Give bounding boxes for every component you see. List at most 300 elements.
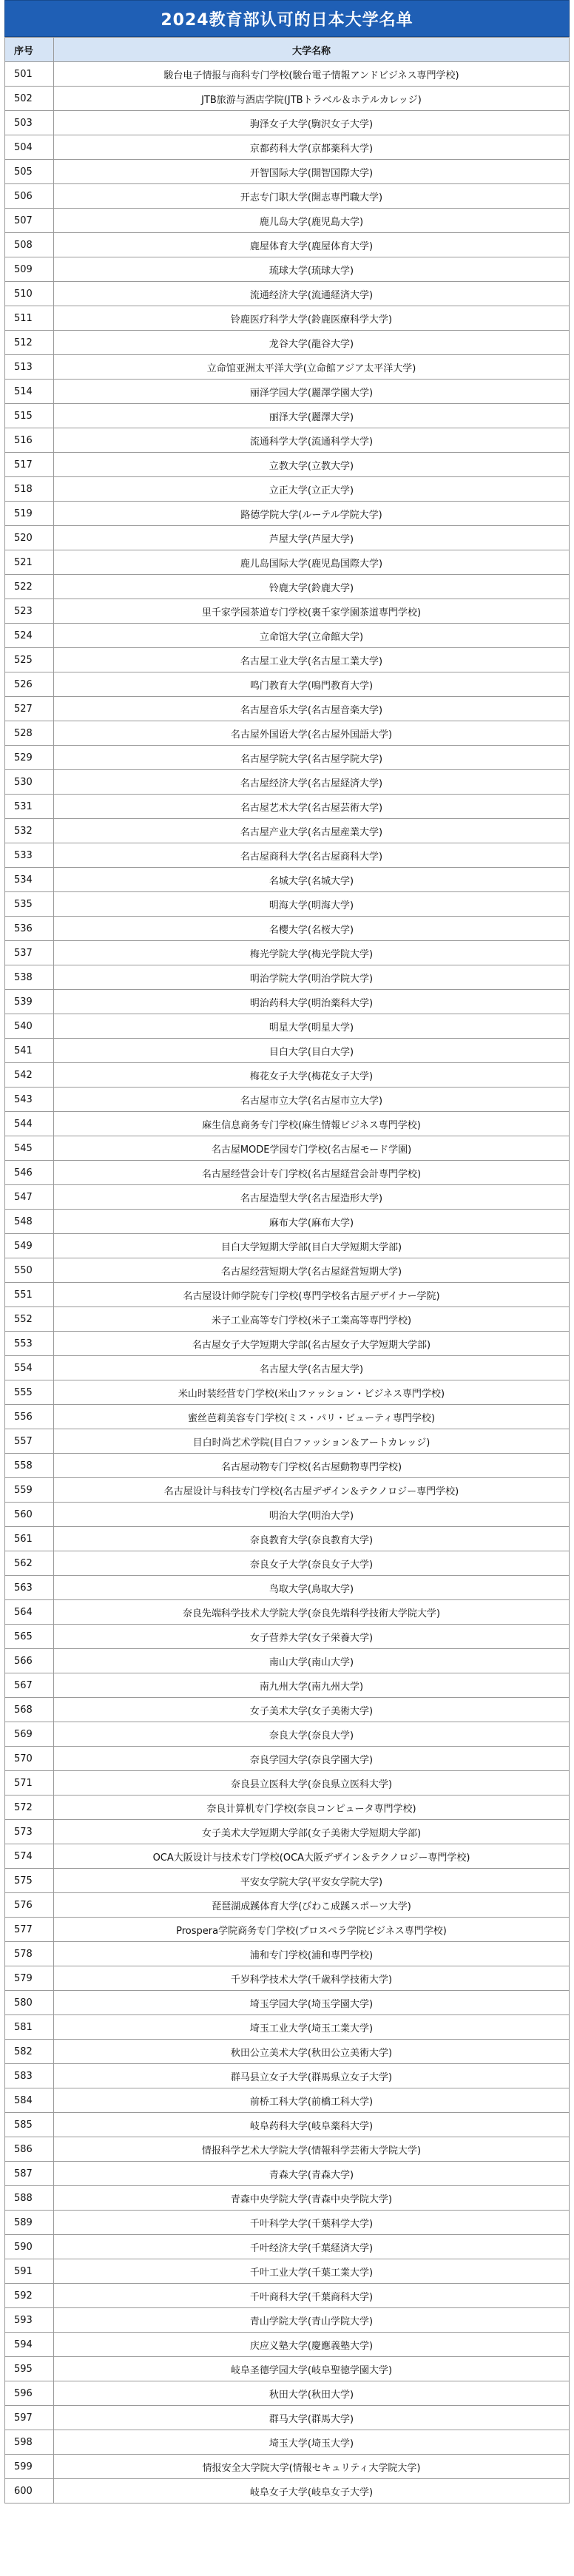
row-number: 535 (5, 892, 54, 917)
row-number: 577 (5, 1918, 54, 1942)
row-number: 514 (5, 380, 54, 404)
table-row (5, 1185, 570, 1210)
university-name: 奈良大学(奈良大学) (54, 1722, 570, 1747)
page-title: 2024教育部认可的日本大学名单 (4, 0, 570, 37)
table-row (5, 1405, 570, 1429)
table-row (5, 1966, 570, 1991)
university-name: 庆应义塾大学(慶應義塾大学) (54, 2333, 570, 2357)
university-name: 奈良学园大学(奈良学園大学) (54, 1747, 570, 1771)
university-name: 秋田大学(秋田大学) (54, 2381, 570, 2406)
table-row (5, 1918, 570, 1942)
university-name: 梅花女子大学(梅花女子大学) (54, 1063, 570, 1088)
university-name: 奈良先端科学技术大学院大学(奈良先端科学技術大学院大学) (54, 1600, 570, 1625)
table-row (5, 1210, 570, 1234)
row-number: 506 (5, 184, 54, 209)
table-row (5, 2137, 570, 2162)
table-row (5, 1454, 570, 1478)
university-name: 梅光学院大学(梅光学院大学) (54, 941, 570, 965)
table-row (5, 599, 570, 624)
table-row (5, 111, 570, 135)
row-number: 570 (5, 1747, 54, 1771)
table-row (5, 1112, 570, 1136)
row-number: 534 (5, 868, 54, 892)
university-name: 麻布大学(麻布大学) (54, 1210, 570, 1234)
row-number: 554 (5, 1356, 54, 1380)
university-name: 米子工业高等专门学校(米子工業高等専門学校) (54, 1307, 570, 1332)
row-number: 516 (5, 428, 54, 453)
university-name: 名古屋造型大学(名古屋造形大学) (54, 1185, 570, 1210)
row-number: 509 (5, 257, 54, 282)
table-row (5, 1039, 570, 1063)
university-name: 名古屋学院大学(名古屋学院大学) (54, 746, 570, 770)
university-name: 千岁科学技术大学(千歳科学技術大学) (54, 1966, 570, 1991)
table-row (5, 404, 570, 428)
table-row (5, 2162, 570, 2186)
row-number: 565 (5, 1625, 54, 1649)
row-number: 559 (5, 1478, 54, 1503)
university-name: 琉球大学(琉球大学) (54, 257, 570, 282)
table-row (5, 550, 570, 575)
table-row (5, 770, 570, 795)
row-number: 569 (5, 1722, 54, 1747)
university-name: 琵琶湖成蹊体育大学(びわこ成蹊スポーツ大学) (54, 1893, 570, 1918)
table-row (5, 1698, 570, 1722)
table-row (5, 1063, 570, 1088)
university-name: 千叶工业大学(千葉工業大学) (54, 2259, 570, 2284)
row-number: 568 (5, 1698, 54, 1722)
row-number: 587 (5, 2162, 54, 2186)
table-row (5, 1673, 570, 1698)
table-row (5, 1796, 570, 1820)
row-number: 507 (5, 209, 54, 233)
row-number: 590 (5, 2235, 54, 2259)
table-row (5, 160, 570, 184)
row-number: 513 (5, 355, 54, 380)
university-name: 名城大学(名城大学) (54, 868, 570, 892)
university-name: 鸟取大学(鳥取大学) (54, 1576, 570, 1600)
table-row (5, 2211, 570, 2235)
row-number: 598 (5, 2430, 54, 2455)
table-row (5, 1307, 570, 1332)
row-number: 596 (5, 2381, 54, 2406)
university-name: 里千家学园茶道专门学校(裏千家学園茶道専門学校) (54, 599, 570, 624)
row-number: 592 (5, 2284, 54, 2308)
row-number: 579 (5, 1966, 54, 1991)
table-row (5, 428, 570, 453)
university-name: 开智国际大学(開智国際大学) (54, 160, 570, 184)
row-number: 566 (5, 1649, 54, 1673)
university-name: 情报安全大学院大学(情報セキュリティ大学院大学) (54, 2455, 570, 2479)
university-name: OCA大阪设计与技术专门学校(OCA大阪デザイン＆テクノロジー専門学校) (54, 1844, 570, 1869)
table-row (5, 2113, 570, 2137)
university-name: 女子美术大学(女子美術大学) (54, 1698, 570, 1722)
row-number: 542 (5, 1063, 54, 1088)
table-row (5, 721, 570, 746)
university-name: 名古屋经济大学(名古屋経済大学) (54, 770, 570, 795)
table-row (5, 892, 570, 917)
row-number: 501 (5, 62, 54, 87)
university-name: 立教大学(立教大学) (54, 453, 570, 477)
university-name: 岐阜药科大学(岐阜薬科大学) (54, 2113, 570, 2137)
table-row (5, 575, 570, 599)
table-row (5, 648, 570, 672)
table-row (5, 526, 570, 550)
table-row (5, 1258, 570, 1283)
row-number: 526 (5, 672, 54, 697)
university-name: 女子营养大学(女子栄養大学) (54, 1625, 570, 1649)
row-number: 524 (5, 624, 54, 648)
table-row (5, 2040, 570, 2064)
row-number: 586 (5, 2137, 54, 2162)
table-body (5, 62, 570, 2503)
row-number: 549 (5, 1234, 54, 1258)
table-row (5, 917, 570, 941)
university-name: 名古屋设计师学院专门学校(専門学校名古屋デザイナー学院) (54, 1283, 570, 1307)
table-row (5, 2430, 570, 2455)
row-number: 505 (5, 160, 54, 184)
row-number: 591 (5, 2259, 54, 2284)
university-name: 路德学院大学(ルーテル学院大学) (54, 502, 570, 526)
table-row (5, 2333, 570, 2357)
table-row (5, 1161, 570, 1185)
table-row (5, 1283, 570, 1307)
table-row (5, 697, 570, 721)
university-name: 名古屋经营短期大学(名古屋経営短期大学) (54, 1258, 570, 1283)
row-number: 537 (5, 941, 54, 965)
table-row (5, 331, 570, 355)
university-name: 明海大学(明海大学) (54, 892, 570, 917)
university-name: 名古屋外国语大学(名古屋外国語大学) (54, 721, 570, 746)
table-row (5, 2381, 570, 2406)
row-number: 595 (5, 2357, 54, 2381)
row-number: 504 (5, 135, 54, 160)
university-name: JTB旅游与酒店学院(JTBトラベル＆ホテルカレッジ) (54, 87, 570, 111)
table-row (5, 2284, 570, 2308)
table-row (5, 1747, 570, 1771)
table-row (5, 2479, 570, 2503)
table-row (5, 1356, 570, 1380)
university-name: 前桥工科大学(前橋工科大学) (54, 2088, 570, 2113)
table-row (5, 1771, 570, 1796)
table-row (5, 2015, 570, 2040)
row-number: 600 (5, 2479, 54, 2503)
table-row (5, 1893, 570, 1918)
university-name: 奈良县立医科大学(奈良県立医科大学) (54, 1771, 570, 1796)
row-number: 584 (5, 2088, 54, 2113)
university-name: 铃鹿医疗科学大学(鈴鹿医療科学大学) (54, 306, 570, 331)
row-number: 548 (5, 1210, 54, 1234)
table-row (5, 965, 570, 990)
table-row (5, 1844, 570, 1869)
university-name: 埼玉学园大学(埼玉学園大学) (54, 1991, 570, 2015)
row-number: 550 (5, 1258, 54, 1283)
table-row (5, 1991, 570, 2015)
university-name: 名古屋产业大学(名古屋産業大学) (54, 819, 570, 843)
table-row (5, 453, 570, 477)
row-number: 588 (5, 2186, 54, 2211)
table-row (5, 1380, 570, 1405)
table-row (5, 746, 570, 770)
university-name: 名古屋艺术大学(名古屋芸術大学) (54, 795, 570, 819)
university-name: 芦屋大学(芦屋大学) (54, 526, 570, 550)
university-name: 驹泽女子大学(駒沢女子大学) (54, 111, 570, 135)
table-row (5, 819, 570, 843)
row-number: 502 (5, 87, 54, 111)
row-number: 510 (5, 282, 54, 306)
table-row (5, 1234, 570, 1258)
university-name: 群马大学(群馬大学) (54, 2406, 570, 2430)
university-name: 千叶商科大学(千葉商科大学) (54, 2284, 570, 2308)
table-row (5, 502, 570, 526)
university-name: 蜜丝芭莉美容专门学校(ミス・パリ・ビューティ専門学校) (54, 1405, 570, 1429)
university-name: 情报科学艺术大学院大学(情報科学芸術大学院大学) (54, 2137, 570, 2162)
university-name: 明治学院大学(明治学院大学) (54, 965, 570, 990)
row-number: 511 (5, 306, 54, 331)
university-name: 麻生信息商务专门学校(麻生情報ビジネス専門学校) (54, 1112, 570, 1136)
row-number: 543 (5, 1088, 54, 1112)
table-row (5, 1527, 570, 1551)
row-number: 551 (5, 1283, 54, 1307)
table-row (5, 990, 570, 1014)
row-number: 562 (5, 1551, 54, 1576)
row-number: 523 (5, 599, 54, 624)
university-name: 群马县立女子大学(群馬県立女子大学) (54, 2064, 570, 2088)
university-name: 南九州大学(南九州大学) (54, 1673, 570, 1698)
university-name: 名古屋经营会计专门学校(名古屋経営会計専門学校) (54, 1161, 570, 1185)
university-name: 平安女学院大学(平安女学院大学) (54, 1869, 570, 1893)
university-name: 明星大学(明星大学) (54, 1014, 570, 1039)
table-row (5, 62, 570, 87)
table-row (5, 941, 570, 965)
row-number: 532 (5, 819, 54, 843)
university-name: 埼玉大学(埼玉大学) (54, 2430, 570, 2455)
table-row (5, 233, 570, 257)
university-name: 名古屋工业大学(名古屋工業大学) (54, 648, 570, 672)
row-number: 557 (5, 1429, 54, 1454)
row-number: 583 (5, 2064, 54, 2088)
table-row (5, 1649, 570, 1673)
university-name: 岐阜圣德学园大学(岐阜聖徳学園大学) (54, 2357, 570, 2381)
table-row (5, 868, 570, 892)
row-number: 578 (5, 1942, 54, 1966)
table-row (5, 2088, 570, 2113)
university-name: 千叶经济大学(千葉経済大学) (54, 2235, 570, 2259)
university-name: 浦和专门学校(浦和専門学校) (54, 1942, 570, 1966)
row-number: 522 (5, 575, 54, 599)
university-name: 立命馆亚洲太平洋大学(立命館アジア太平洋大学) (54, 355, 570, 380)
university-name: 目白大学短期大学部(目白大学短期大学部) (54, 1234, 570, 1258)
row-number: 571 (5, 1771, 54, 1796)
row-number: 580 (5, 1991, 54, 2015)
row-number: 547 (5, 1185, 54, 1210)
table-row (5, 209, 570, 233)
university-name: 明治大学(明治大学) (54, 1503, 570, 1527)
table-row (5, 2259, 570, 2284)
university-name: 米山时装经营专门学校(米山ファッション・ビジネス専門学校) (54, 1380, 570, 1405)
row-number: 567 (5, 1673, 54, 1698)
table-row (5, 1576, 570, 1600)
university-name: 名古屋音乐大学(名古屋音楽大学) (54, 697, 570, 721)
row-number: 593 (5, 2308, 54, 2333)
row-number: 533 (5, 843, 54, 868)
university-name: 流通经济大学(流通経済大学) (54, 282, 570, 306)
table-row (5, 1088, 570, 1112)
table-header-row (5, 38, 570, 62)
table-row (5, 306, 570, 331)
university-name: 鹿儿岛大学(鹿児島大学) (54, 209, 570, 233)
table-row (5, 672, 570, 697)
table-row (5, 2186, 570, 2211)
row-number: 531 (5, 795, 54, 819)
university-name: 名古屋MODE学园专门学校(名古屋モード学園) (54, 1136, 570, 1161)
row-number: 589 (5, 2211, 54, 2235)
table-row (5, 355, 570, 380)
university-name: Prospera学院商务专门学校(プロスペラ学院ビジネス専門学校) (54, 1918, 570, 1942)
table-row (5, 135, 570, 160)
row-number: 555 (5, 1380, 54, 1405)
row-number: 539 (5, 990, 54, 1014)
table-row (5, 1722, 570, 1747)
university-name: 铃鹿大学(鈴鹿大学) (54, 575, 570, 599)
row-number: 503 (5, 111, 54, 135)
university-name: 明治药科大学(明治薬科大学) (54, 990, 570, 1014)
table-row (5, 795, 570, 819)
row-number: 530 (5, 770, 54, 795)
table-row (5, 843, 570, 868)
row-number: 528 (5, 721, 54, 746)
table-row (5, 1478, 570, 1503)
university-name: 埼玉工业大学(埼玉工業大学) (54, 2015, 570, 2040)
table-row (5, 257, 570, 282)
table-row (5, 380, 570, 404)
row-number: 558 (5, 1454, 54, 1478)
row-number: 552 (5, 1307, 54, 1332)
table-row (5, 2235, 570, 2259)
row-number: 517 (5, 453, 54, 477)
row-number: 525 (5, 648, 54, 672)
row-number: 597 (5, 2406, 54, 2430)
table-row (5, 1942, 570, 1966)
university-name: 南山大学(南山大学) (54, 1649, 570, 1673)
row-number: 544 (5, 1112, 54, 1136)
university-name: 鹿儿岛国际大学(鹿児島国際大学) (54, 550, 570, 575)
table-row (5, 1503, 570, 1527)
row-number: 508 (5, 233, 54, 257)
table-row (5, 1551, 570, 1576)
table-row (5, 1136, 570, 1161)
table-row (5, 2455, 570, 2479)
university-name: 秋田公立美术大学(秋田公立美術大学) (54, 2040, 570, 2064)
university-name: 青森大学(青森大学) (54, 2162, 570, 2186)
university-name: 开志专门职大学(開志専門職大学) (54, 184, 570, 209)
university-name: 目白时尚艺术学院(目白ファッション＆アートカレッジ) (54, 1429, 570, 1454)
row-number: 594 (5, 2333, 54, 2357)
row-number: 576 (5, 1893, 54, 1918)
university-name: 名樱大学(名桜大学) (54, 917, 570, 941)
table-row (5, 282, 570, 306)
row-number: 561 (5, 1527, 54, 1551)
row-number: 538 (5, 965, 54, 990)
university-name: 岐阜女子大学(岐阜女子大学) (54, 2479, 570, 2503)
row-number: 512 (5, 331, 54, 355)
row-number: 564 (5, 1600, 54, 1625)
university-name: 丽泽大学(麗澤大学) (54, 404, 570, 428)
university-name: 名古屋市立大学(名古屋市立大学) (54, 1088, 570, 1112)
table-row (5, 1625, 570, 1649)
university-name: 龙谷大学(龍谷大学) (54, 331, 570, 355)
row-number: 529 (5, 746, 54, 770)
row-number: 545 (5, 1136, 54, 1161)
university-name: 駿台电子情报与商科专门学校(駿台電子情報アンドビジネス専門学校) (54, 62, 570, 87)
row-number: 599 (5, 2455, 54, 2479)
university-name: 青森中央学院大学(青森中央学院大学) (54, 2186, 570, 2211)
row-number: 527 (5, 697, 54, 721)
university-name: 奈良教育大学(奈良教育大学) (54, 1527, 570, 1551)
university-name: 名古屋设计与科技专门学校(名古屋デザイン＆テクノロジー専門学校) (54, 1478, 570, 1503)
university-name: 名古屋大学(名古屋大学) (54, 1356, 570, 1380)
table-row (5, 2406, 570, 2430)
table-row (5, 624, 570, 648)
university-name: 京都药科大学(京都薬科大学) (54, 135, 570, 160)
university-name: 千叶科学大学(千葉科学大学) (54, 2211, 570, 2235)
table-row (5, 1820, 570, 1844)
university-name: 鹿屋体育大学(鹿屋体育大学) (54, 233, 570, 257)
row-number: 574 (5, 1844, 54, 1869)
university-name: 奈良女子大学(奈良女子大学) (54, 1551, 570, 1576)
row-number: 518 (5, 477, 54, 502)
table-row (5, 1014, 570, 1039)
university-name: 鸣门教育大学(鳴門教育大学) (54, 672, 570, 697)
row-number: 536 (5, 917, 54, 941)
row-number: 581 (5, 2015, 54, 2040)
table-row (5, 184, 570, 209)
row-number: 573 (5, 1820, 54, 1844)
table-row (5, 2357, 570, 2381)
row-number: 520 (5, 526, 54, 550)
row-number: 563 (5, 1576, 54, 1600)
university-name: 流通科学大学(流通科学大学) (54, 428, 570, 453)
table-row (5, 1600, 570, 1625)
header-number: 序号 (5, 38, 54, 62)
row-number: 582 (5, 2040, 54, 2064)
row-number: 560 (5, 1503, 54, 1527)
row-number: 540 (5, 1014, 54, 1039)
row-number: 541 (5, 1039, 54, 1063)
row-number: 546 (5, 1161, 54, 1185)
university-table (4, 37, 570, 2503)
table-row (5, 2064, 570, 2088)
table-row (5, 1332, 570, 1356)
university-name: 立正大学(立正大学) (54, 477, 570, 502)
row-number: 519 (5, 502, 54, 526)
row-number: 521 (5, 550, 54, 575)
university-name: 奈良计算机专门学校(奈良コンピュータ専門学校) (54, 1796, 570, 1820)
university-name: 立命馆大学(立命館大学) (54, 624, 570, 648)
university-name: 名古屋女子大学短期大学部(名古屋女子大学短期大学部) (54, 1332, 570, 1356)
table-row (5, 1869, 570, 1893)
row-number: 585 (5, 2113, 54, 2137)
table-row (5, 87, 570, 111)
table-row (5, 2308, 570, 2333)
university-name: 女子美术大学短期大学部(女子美術大学短期大学部) (54, 1820, 570, 1844)
table-row (5, 477, 570, 502)
university-name: 名古屋商科大学(名古屋商科大学) (54, 843, 570, 868)
table-row (5, 1429, 570, 1454)
row-number: 515 (5, 404, 54, 428)
university-name: 目白大学(目白大学) (54, 1039, 570, 1063)
row-number: 553 (5, 1332, 54, 1356)
row-number: 556 (5, 1405, 54, 1429)
